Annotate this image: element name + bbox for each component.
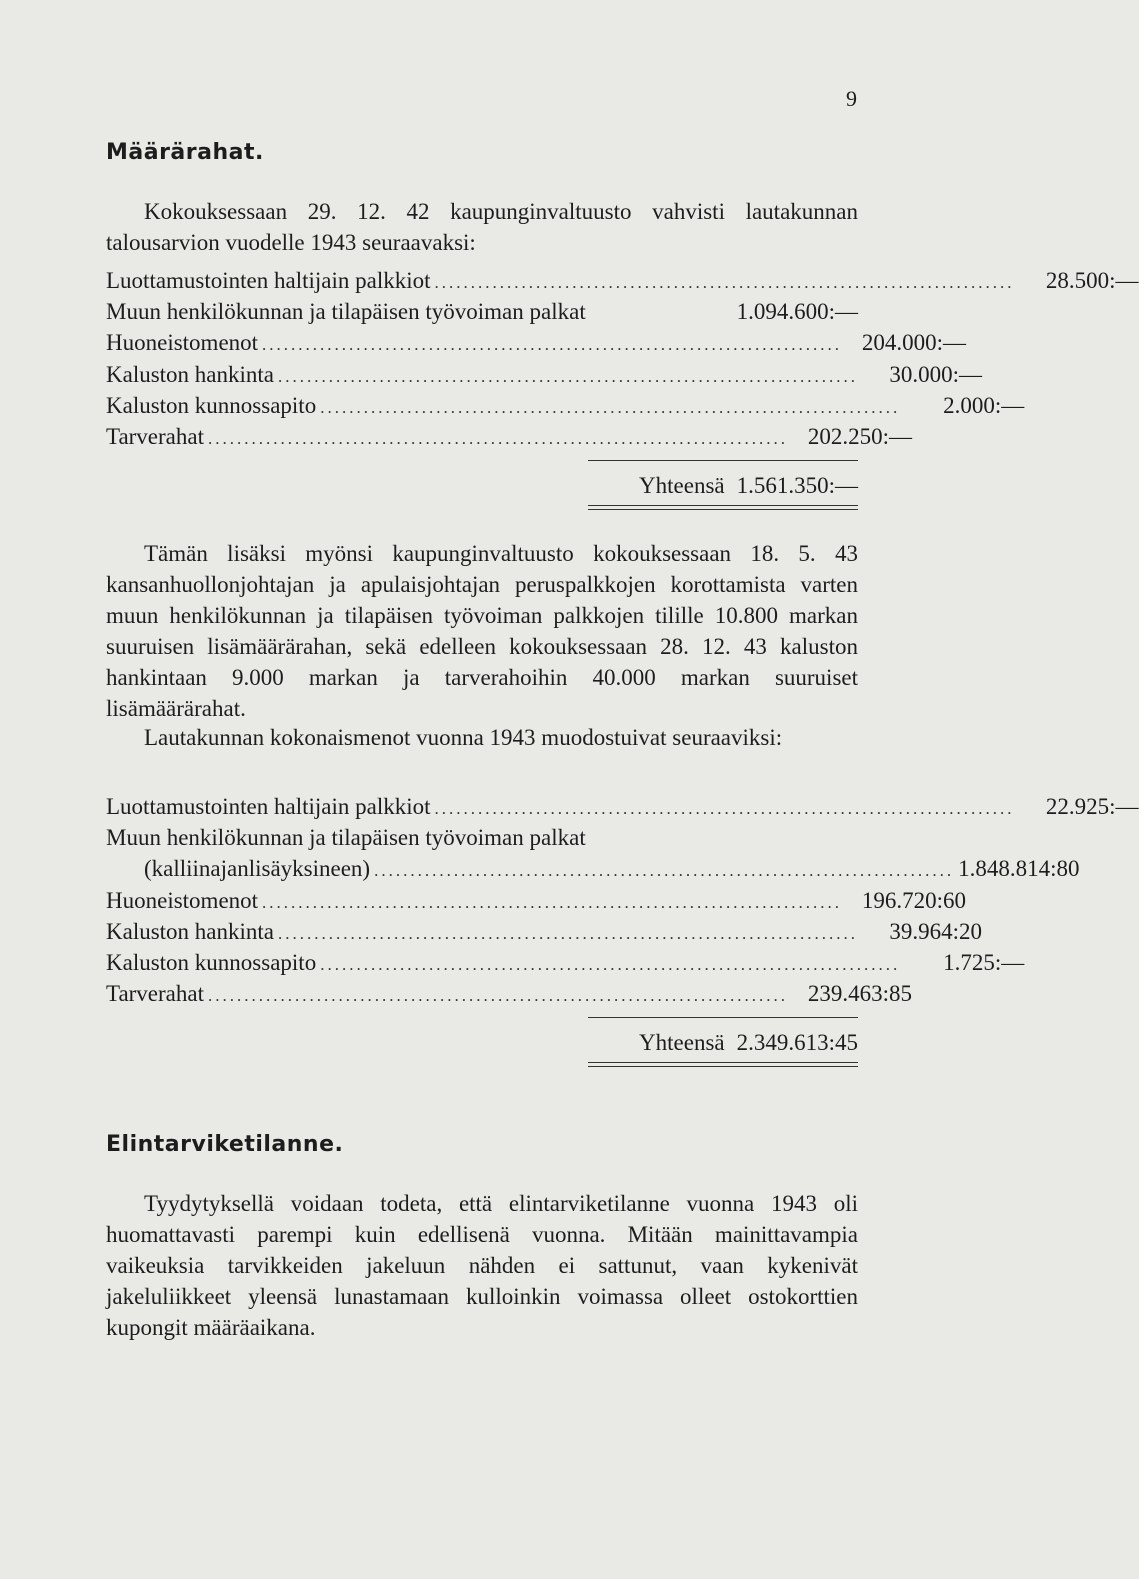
dot-leader: ................................................................................ <box>208 428 788 448</box>
budget-row <box>106 330 967 361</box>
additional-appropriations-paragraph: Tämän lisäksi myönsi kaupunginvaltuusto kokouksessaan 18. 5. 43 kansanhuollonjohtajan ja apulaisjohtajan peruspalkkojen korottamista varten muun henkilökunnan ja tilapäisen työvoiman palkkojen tilille 10.800 markan suuruisen lisämäärärahan, sekä edelleen kokouksessaan 28. 12. 43 kaluston hankintaan 9.000 markan ja tarverahoihin 40.000 markan suuruiset lisämäärärahat. <box>106 541 858 721</box>
expense-total-label: Yhteensä <box>639 1030 725 1056</box>
budget-total-row <box>106 473 858 503</box>
budget-row <box>106 423 912 455</box>
expense-row-label: Luottamustointen haltijain palkkiot <box>106 794 431 819</box>
page-number: 9 <box>846 86 857 111</box>
budget-total-label: Yhteensä <box>639 473 725 499</box>
expense-row <box>106 825 858 856</box>
expense-row-label: Tarverahat <box>106 981 204 1007</box>
expenses-intro-paragraph: Lautakunnan kokonaismenot vuonna 1943 muodostuivat seuraaviksi: <box>144 725 783 750</box>
total-double-rule <box>588 1062 858 1067</box>
expense-row-amount: 39.964:20 <box>889 918 982 944</box>
budget-row <box>106 299 858 330</box>
budget-total-amount: 1.561.350:— <box>736 473 858 499</box>
expense-row-amount: 1.725:— <box>943 949 1025 975</box>
expense-row-amount: 239.463:85 <box>807 981 912 1007</box>
expense-row-label: Huoneistomenot <box>106 887 259 913</box>
dot-leader: ................................................................................ <box>434 273 1015 292</box>
food-situation-paragraph: Tyydytyksellä voidaan todeta, että elintarviketilanne vuonna 1943 oli huomattavasti parempi kuin edellisenä vuonna. Mitään mainittavampia vaikeuksia tarvikkeiden jakeluun nähden ei sattunut, vaan kykenivät jakeluliikkeet yleensä lunastamaan kulloinkin voimassa olleet ostokorttien kupongit määräaikana. <box>106 1191 858 1340</box>
section-heading-maararahat: Määrärahat. <box>106 140 264 165</box>
sum-rule <box>588 460 858 461</box>
budget-row-label: Luottamustointen haltijain palkkiot <box>106 268 431 293</box>
expense-row <box>106 949 1025 981</box>
expense-total-amount: 2.349.613:45 <box>736 1030 858 1056</box>
budget-row <box>106 392 1025 424</box>
section-heading-elintarviketilanne: Elintarviketilanne. <box>106 1132 344 1157</box>
dot-leader: ................................................................................ <box>434 799 1015 818</box>
expense-row-amount: 22.925:— <box>1045 794 1139 819</box>
budget-row-amount: 1.094.600:— <box>736 299 858 325</box>
dot-leader: ................................................................................ <box>320 954 901 974</box>
expense-row-label: Muun henkilökunnan ja tilapäisen työvoiman palkat <box>106 825 586 851</box>
budget-row-label: Muun henkilökunnan ja tilapäisen työvoiman palkat <box>106 299 586 325</box>
budget-row-label: Kaluston kunnossapito <box>106 392 317 418</box>
dot-leader: ................................................................................ <box>208 986 788 1006</box>
dot-leader: ................................................................................ <box>278 923 858 943</box>
budget-row-label: Huoneistomenot <box>106 330 259 356</box>
expense-row <box>106 981 912 1012</box>
expense-row-label: Kaluston hankinta <box>106 918 274 944</box>
expense-total-row <box>106 1030 858 1060</box>
budget-row <box>106 268 1139 299</box>
expense-row <box>106 856 1080 887</box>
expense-row <box>106 794 1139 825</box>
dot-leader: ................................................................................ <box>262 892 843 912</box>
expense-row-amount: 196.720:60 <box>861 887 967 913</box>
expense-row-label: (kalliinajanlisäyksineen) <box>144 856 371 882</box>
budget-row-label: Tarverahat <box>106 423 204 449</box>
expense-row <box>106 918 982 950</box>
expense-row <box>106 887 967 919</box>
budget-row-amount: 202.250:— <box>807 423 912 449</box>
dot-leader: ................................................................................ <box>374 861 955 881</box>
expense-row-label: Kaluston kunnossapito <box>106 949 317 975</box>
budget-row <box>106 361 982 393</box>
expense-row-amount: 1.848.814:80 <box>958 856 1080 882</box>
expenses-table <box>106 794 1139 1070</box>
total-double-rule <box>588 505 858 510</box>
sum-rule <box>588 1017 858 1018</box>
budget-intro-paragraph: Kokouksessaan 29. 12. 42 kaupunginvaltuusto vahvisti lautakunnan talousarvion vuodelle 1943 seuraavaksi: <box>106 199 858 255</box>
dot-leader: ................................................................................ <box>278 366 858 386</box>
budget-table <box>106 268 1139 513</box>
budget-row-amount: 30.000:— <box>889 361 982 387</box>
budget-row-amount: 204.000:— <box>861 330 967 356</box>
budget-row-amount: 2.000:— <box>943 392 1025 418</box>
budget-row-amount: 28.500:— <box>1045 268 1139 293</box>
dot-leader: ................................................................................ <box>320 397 901 417</box>
dot-leader: ................................................................................ <box>262 335 843 355</box>
budget-row-label: Kaluston hankinta <box>106 361 274 387</box>
